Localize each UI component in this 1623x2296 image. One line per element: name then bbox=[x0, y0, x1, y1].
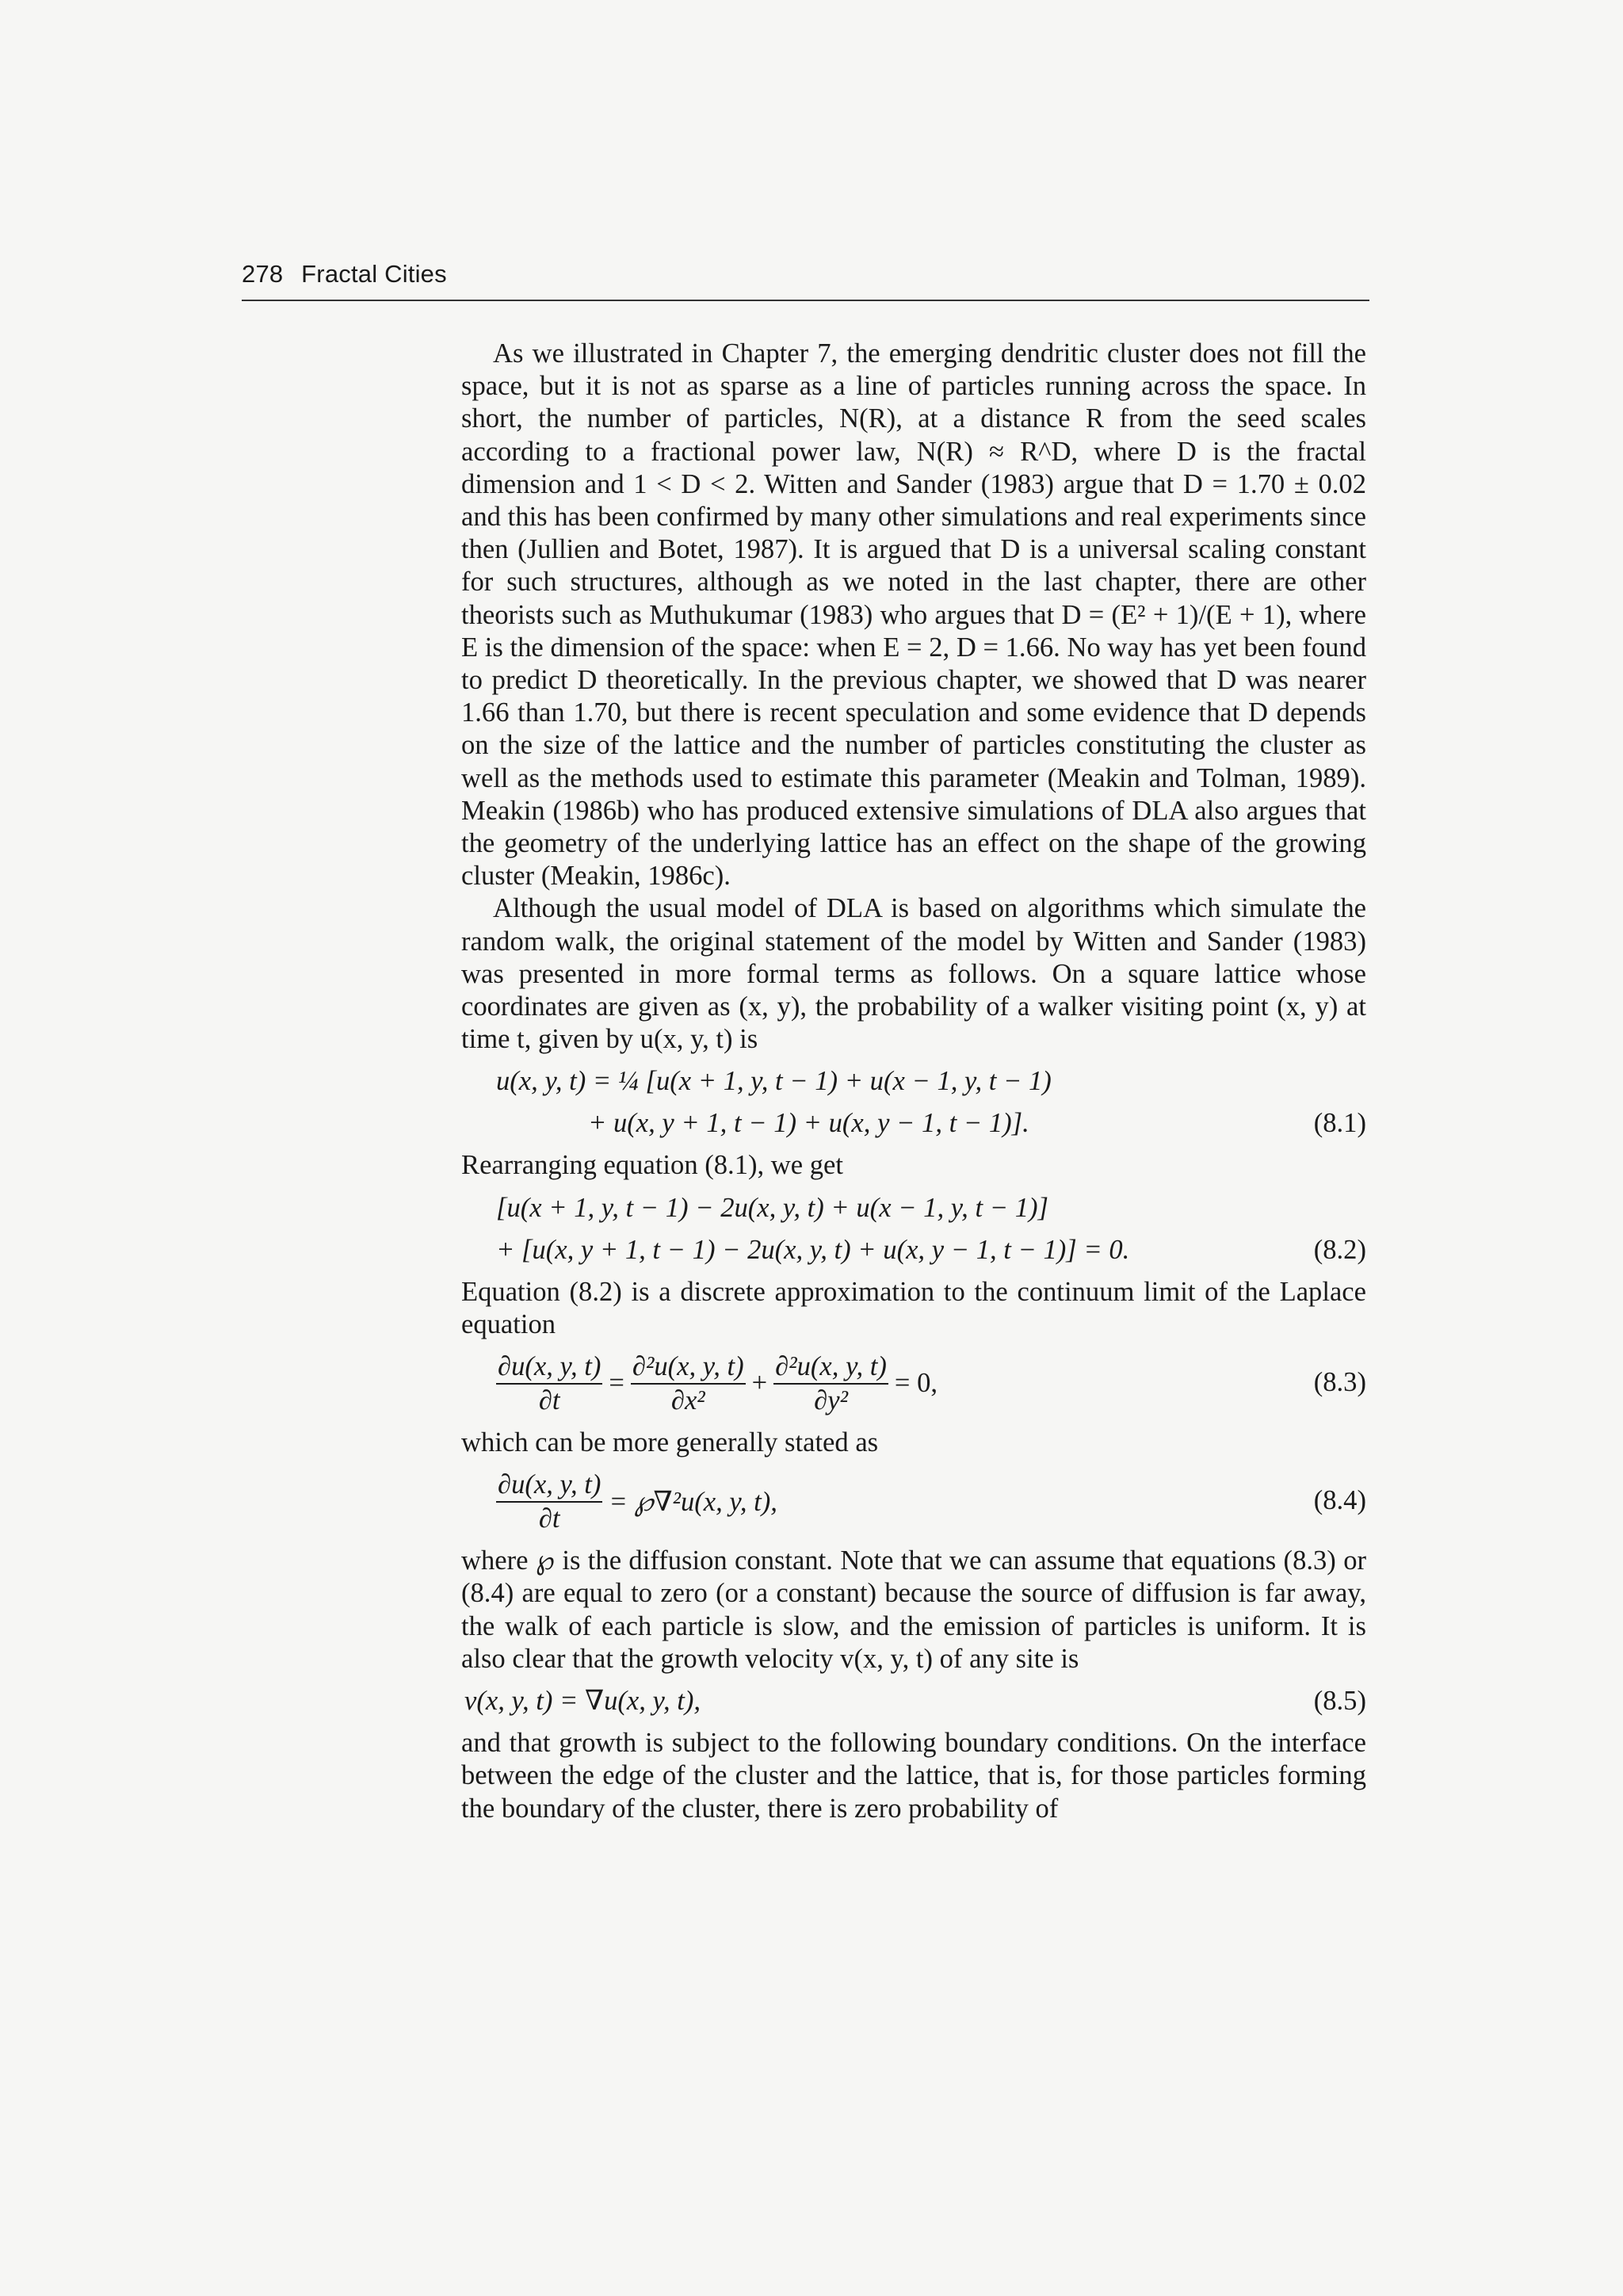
fraction-d2u-dy2: $\frac{\text{∂²u(x, y, t)}}{\text{∂y²}}$ bbox=[775, 1350, 887, 1416]
body-text bbox=[461, 338, 1366, 1825]
paragraph-3: Rearranging equation (8.1), we get bbox=[461, 1150, 844, 1181]
equation-8-1-line-2: + u(x, y + 1, t − 1) + u(x, y − 1, t − 1)]. (8.1) bbox=[461, 1107, 1366, 1140]
running-title: Fractal Cities bbox=[301, 260, 447, 288]
equation-number-8-1: (8.1) bbox=[1313, 1108, 1366, 1139]
page-number: 278 bbox=[242, 260, 284, 288]
running-head bbox=[242, 260, 447, 288]
paragraph-5: which can be more generally stated as bbox=[461, 1427, 879, 1458]
paragraph-6: where ℘ is the diffusion constant. Note that we can assume that equations (8.3) or (8.4) are equal to zero (or a constant) because the source of diffusion is far away, the walk of each particle is slow, and the emission of particles is uniform. It is also clear that the growth velocity v(x, y, t) of any site is bbox=[461, 1545, 1366, 1674]
equation-8-2-line-2: + [u(x, y + 1, t − 1) − 2u(x, y, t) + u(x, y − 1, t − 1)] = 0. (8.2) bbox=[461, 1234, 1366, 1266]
paragraph-2: Although the usual model of DLA is based on algorithms which simulate the random walk, the original statement of the model by Witten and Sander (1983) was presented in more formal terms as follows. On a square lattice whose coordinates are given as (x, y), the probability of a walker visiting point (x, y) at time t, given by u(x, y, t) is bbox=[461, 893, 1366, 1055]
equation-number-8-3: (8.3) bbox=[1313, 1367, 1366, 1398]
equation-number-8-4: (8.4) bbox=[1313, 1485, 1366, 1516]
equation-8-4: $\frac{\partial u(x, y, t)}{\partial t}$ = ℘∇²u(x, y, t), (8.4) bbox=[461, 1462, 1366, 1541]
equation-8-5: v(x, y, t) = ∇u(x, y, t), (8.5) bbox=[461, 1685, 1366, 1717]
equation-8-2-line-1: [u(x + 1, y, t − 1) − 2u(x, y, t) + u(x − 1, y, t − 1)] bbox=[496, 1192, 1048, 1223]
equation-number-8-2: (8.2) bbox=[1313, 1234, 1366, 1265]
equation-8-1-line-1: u(x, y, t) = ¼ [u(x + 1, y, t − 1) + u(x − 1, y, t − 1) bbox=[496, 1066, 1052, 1097]
equation-8-3: $\frac{\partial u(x, y, t)}{\partial t}$ = $\frac{\text{∂²u(x, y, t)}}{\text{∂x²}}$ + $\frac{\text{∂²u(x, y, t)}}{\text{∂y²}}$ = 0, (8.3) bbox=[461, 1344, 1366, 1423]
paragraph-1: As we illustrated in Chapter 7, the emerging dendritic cluster does not fill the space, but it is not as sparse as a line of particles running across the space. In short, the number of particles, N(R), at a distance R from the seed scales according to a fractional power law, N(R) ≈ R^D, where D is the fractal dimension and 1 < D < 2. Witten and Sander (1983) argue that D = 1.70 ± 0.02 and this has been confirmed by many other simulations and real experiments since then (Jullien and Botet, 1987). It is argued that D is a universal scaling constant for such structures, although as we noted in the last chapter, there are other theorists such as Muthukumar (1983) who argues that D = (E² + 1)/(E + 1), where E is the dimension of the space: when E = 2, D = 1.66. No way has yet been found to predict D theoretically. In the previous chapter, we showed that D was nearer 1.66 than 1.70, but there is recent speculation and some evidence that D depends on the size of the lattice and the number of particles constituting the cluster as well as the methods used to estimate this parameter (Meakin and Tolman, 1989). Meakin (1986b) who has produced extensive simulations of DLA also argues that the geometry of the underlying lattice has an effect on the shape of the growing cluster (Meakin, 1986c). bbox=[461, 338, 1366, 892]
fraction-du-dt-2: $\frac{\partial u(x, y, t)}{\partial t}$ bbox=[498, 1469, 601, 1534]
equation-number-8-5: (8.5) bbox=[1313, 1686, 1366, 1717]
header-rule bbox=[242, 300, 1369, 301]
fraction-du-dt: $\frac{\partial u(x, y, t)}{\partial t}$ bbox=[498, 1350, 601, 1416]
paragraph-4: Equation (8.2) is a discrete approximation to the continuum limit of the Laplace equation bbox=[461, 1276, 1366, 1339]
fraction-d2u-dx2: $\frac{\text{∂²u(x, y, t)}}{\text{∂x²}}$ bbox=[632, 1350, 744, 1416]
paragraph-7: and that growth is subject to the following boundary conditions. On the interface between the edge of the cluster and the lattice, that is, for those particles forming the boundary of the cluster, there is zero probability of bbox=[461, 1728, 1366, 1824]
